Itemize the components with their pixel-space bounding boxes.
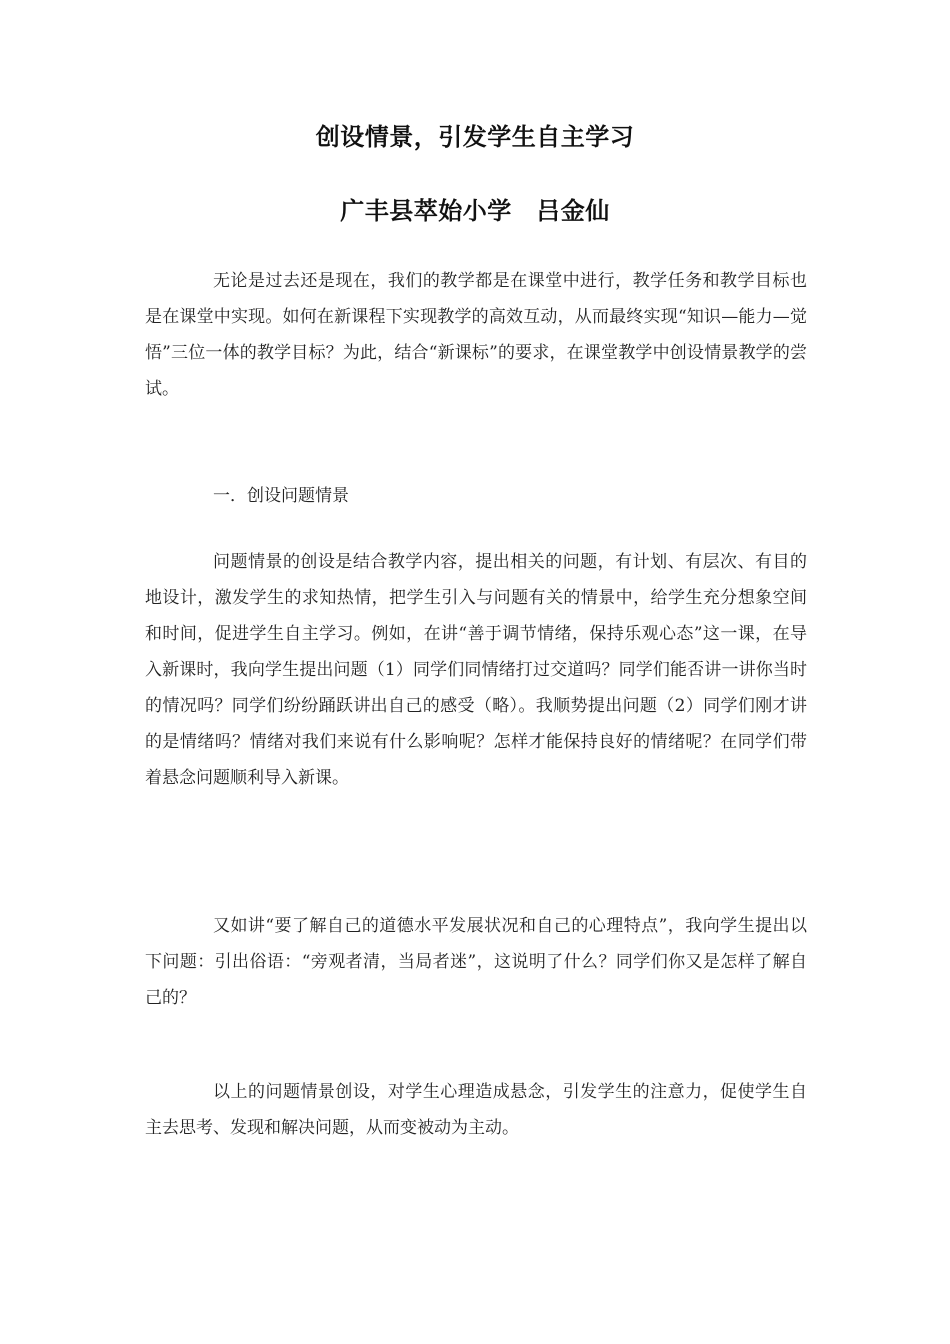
document-title: 创设情景，引发学生自主学习 [315,123,635,151]
paragraph-problem-situation: 问题情景的创设是结合教学内容，提出相关的问题，有计划、有层次、有目的地设计，激发学生的求知热情，把学生引入与问题有关的情景中，给学生充分想象空间和时间，促进学生自主学习。例如，在讲“善于调节情绪，保持乐观心态”这一课，在导入新课时，我向学生提出问题（1）同学们同情绪打过交道吗？同学们能否讲一讲你当时的情况吗？同学们纷纷踊跃讲出自己的感受（略）。我顺势提出问题（2）同学们刚才讲的是情绪吗？情绪对我们来说有什么影响呢？怎样才能保持良好的情绪呢？在同学们带着悬念问题顺利导入新课。 [145,552,807,788]
paragraph-conclusion: 以上的问题情景创设，对学生心理造成悬念，引发学生的注意力，促使学生自主去思考、发现和解决问题，从而变被动为主动。 [145,1082,807,1138]
paragraph-intro: 无论是过去还是现在，我们的教学都是在课堂中进行，教学任务和教学目标也是在课堂中实现。如何在新课程下实现教学的高效互动，从而最终实现“知识—能力—觉悟”三位一体的教学目标？为此，结合“新课标”的要求，在课堂教学中创设情景教学的尝试。 [145,271,807,399]
paragraph-example: 又如讲“要了解自己的道德水平发展状况和自己的心理特点”，我向学生提出以下问题：引出俗语：“旁观者清，当局者迷”，这说明了什么？同学们你又是怎样了解自己的？ [145,916,807,1008]
author-line: 广丰县萃始小学 吕金仙 [340,197,610,225]
section-heading: 一．创设问题情景 [213,486,349,506]
